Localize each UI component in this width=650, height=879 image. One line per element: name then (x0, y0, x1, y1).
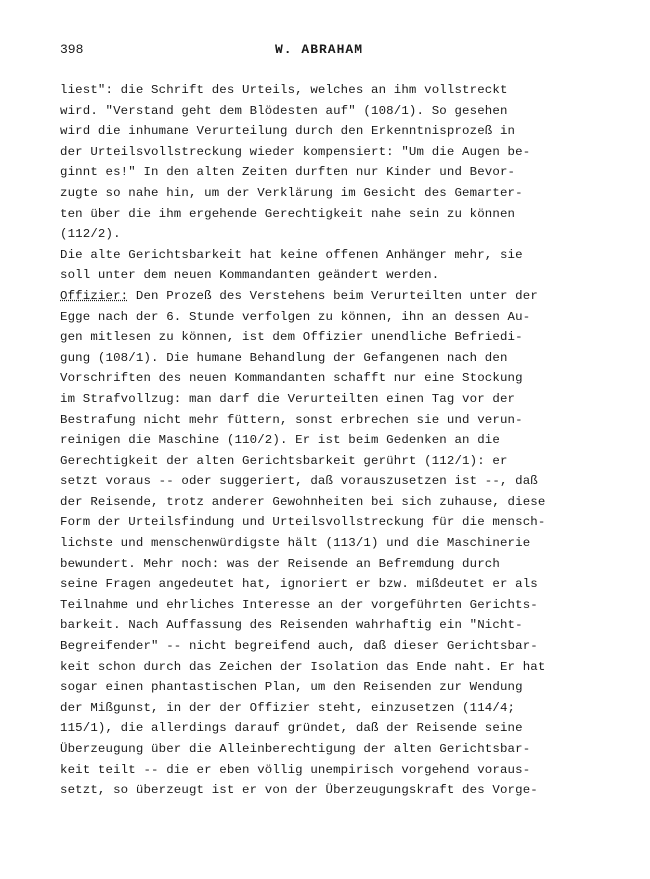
text-line: der Reisende, trotz anderer Gewohnheiten bei sich zuhause, diese (60, 494, 546, 509)
text-line: der Urteilsvollstreckung wieder kompensiert: "Um die Augen be- (60, 144, 531, 159)
text-line: (112/2). (60, 227, 121, 242)
text-line: reinigen die Maschine (110/2). Er ist beim Gedenken an die (60, 433, 500, 448)
text-line: soll unter dem neuen Kommandanten geändert werden. (60, 268, 440, 283)
text-line: barkeit. Nach Auffassung des Reisenden wahrhaftig ein "Nicht- (60, 618, 523, 633)
text-line: zugte so nahe hin, um der Verklärung im Gesicht des Gemarter- (60, 185, 523, 200)
officer-label: Offizier: (60, 288, 129, 303)
text-line: Überzeugung über die Alleinberechtigung der alten Gerichtsbar- (60, 742, 531, 756)
text-line: wird. "Verstand geht dem Blödesten auf" (108/1). So gesehen (60, 103, 508, 118)
officer-line-text: Den Prozeß des Verstehens beim Verurteilten unter der (135, 288, 538, 303)
text-line: seine Fragen angedeutet hat, ignoriert er bzw. mißdeutet er als (60, 577, 538, 592)
text-line: Bestrafung nicht mehr füttern, sonst erbrechen sie und verun- (60, 412, 523, 427)
text-line-officer (60, 286, 600, 307)
text-line: Egge nach der 6. Stunde verfolgen zu können, ihn an dessen Au- (60, 309, 531, 324)
text-line: Die alte Gerichtsbarkeit hat keine offenen Anhänger mehr, sie (60, 247, 523, 262)
text-line: sogar einen phantastischen Plan, um den Reisenden zur Wendung (60, 680, 523, 695)
text-line: keit schon durch das Zeichen der Isolation das Ende naht. Er hat (60, 659, 546, 674)
text-line: gen mitlesen zu können, ist dem Offizier unendliche Befriedi- (60, 330, 523, 345)
page-number: 398 (60, 42, 84, 57)
body-text (60, 80, 600, 801)
text-line: im Strafvollzug: man darf die Verurteilten einen Tag vor der (60, 391, 516, 406)
text-line: keit teilt -- die er eben völlig unempirisch vorgehend voraus- (60, 762, 531, 777)
text-line: liest": die Schrift des Urteils, welches an ihm vollstreckt (60, 83, 508, 97)
text-line: 115/1), die allerdings darauf gründet, daß der Reisende seine (60, 721, 523, 736)
text-line: ginnt es!" In den alten Zeiten durften nur Kinder und Bevor- (60, 165, 516, 180)
text-line: bewundert. Mehr noch: was der Reisende an Befremdung durch (60, 556, 500, 571)
text-line: der Mißgunst, in der der Offizier steht, einzusetzen (114/4; (60, 700, 516, 715)
text-line: ten über die ihm ergehende Gerechtigkeit nahe sein zu können (60, 206, 516, 221)
running-head: W. ABRAHAM (275, 42, 364, 57)
text-line: wird die inhumane Verurteilung durch den Erkenntnisprozeß in (60, 124, 516, 139)
text-line: Teilnahme und ehrliches Interesse an der vorgeführten Gerichts- (60, 597, 538, 612)
text-line: Form der Urteilsfindung und Urteilsvollstreckung für die mensch- (60, 515, 546, 530)
text-line: setzt voraus -- oder suggeriert, daß vorauszusetzen ist --, daß (60, 474, 538, 489)
text-line: Gerechtigkeit der alten Gerichtsbarkeit gerührt (112/1): er (60, 453, 508, 468)
text-line: lichste und menschenwürdigste hält (113/1) und die Maschinerie (60, 536, 531, 551)
text-line: gung (108/1). Die humane Behandlung der Gefangenen nach den (60, 350, 508, 365)
text-line: setzt, so überzeugt ist er von der Überzeugungskraft des Vorge- (60, 783, 538, 798)
page-header (60, 42, 600, 62)
text-line: Vorschriften des neuen Kommandanten schafft nur eine Stockung (60, 371, 523, 386)
text-line: Begreifender" -- nicht begreifend auch, daß dieser Gerichtsbar- (60, 639, 538, 654)
